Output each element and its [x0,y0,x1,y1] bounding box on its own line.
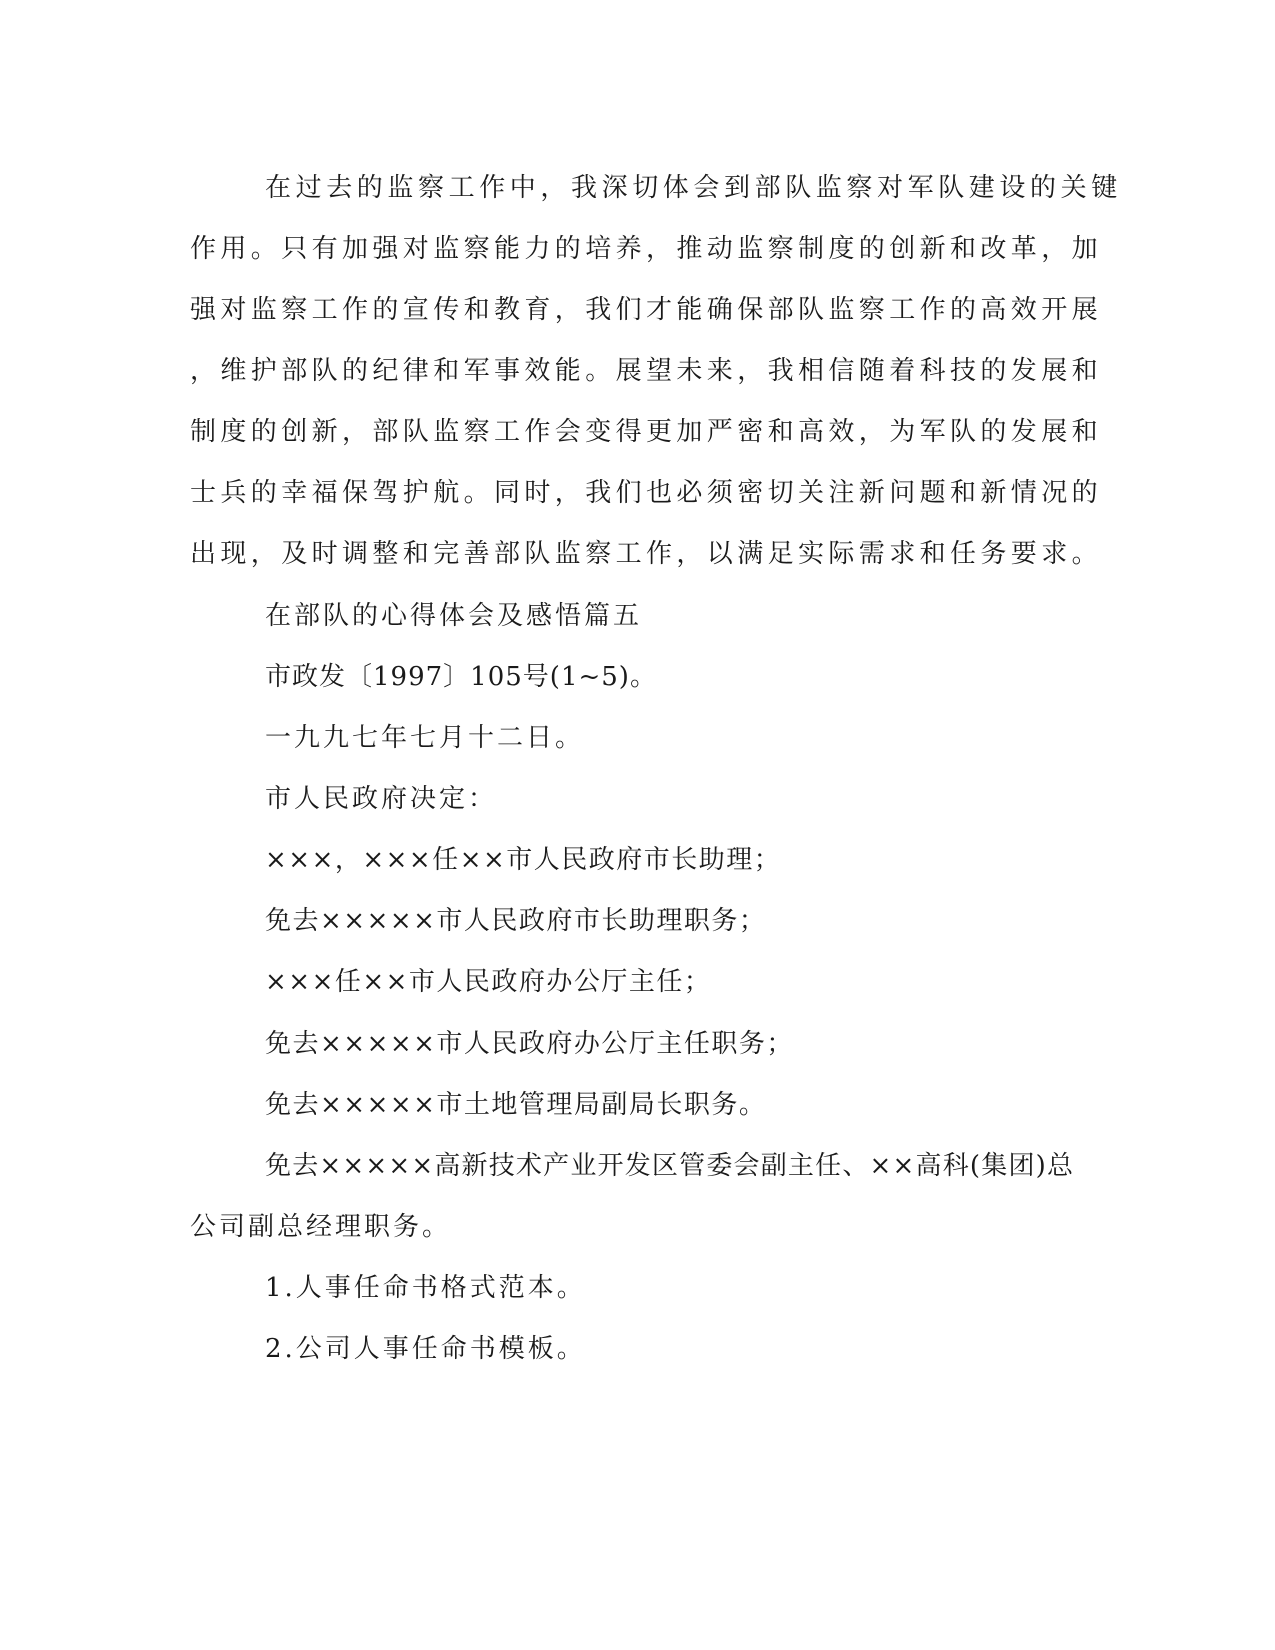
paragraph-line: 出现，及时调整和完善部队监察工作，以满足实际需求和任务要求。 [190,539,1103,569]
list-item: 2.公司人事任命书模板。 [265,1334,586,1364]
decision-item: 免去×××××高新技术产业开发区管委会副主任、××高科(集团)总 [265,1151,1075,1181]
paragraph-line: 在过去的监察工作中，我深切体会到部队监察对军队建设的关键 [265,173,1122,203]
decision-item: ×××任××市人民政府办公厅主任； [265,967,712,997]
decision-item: 免去×××××市人民政府市长助理职务； [265,906,767,936]
list-item: 1.人事任命书格式范本。 [265,1273,586,1303]
paragraph-line: 士兵的幸福保驾护航。同时，我们也必须密切关注新问题和新情况的 [190,478,1103,508]
section-heading: 在部队的心得体会及感悟篇五 [265,601,643,631]
document-date: 一九九七年七月十二日。 [265,723,585,753]
paragraph-line: 制度的创新，部队监察工作会变得更加严密和高效，为军队的发展和 [190,417,1103,447]
paragraph-line: ，维护部队的纪律和军事效能。展望未来，我相信随着科技的发展和 [190,356,1103,386]
decision-item-continuation: 公司副总经理职务。 [190,1212,452,1242]
decision-intro: 市人民政府决定： [265,784,498,814]
document-number: 市政发〔1997〕105号(1~5)。 [265,662,657,692]
paragraph-line: 强对监察工作的宣传和教育，我们才能确保部队监察工作的高效开展 [190,295,1103,325]
paragraph-line: 作用。只有加强对监察能力的培养，推动监察制度的创新和改革，加 [190,234,1103,264]
decision-item: ×××，×××任××市人民政府市长助理； [265,845,782,875]
decision-item: 免去×××××市土地管理局副局长职务。 [265,1090,767,1120]
decision-item: 免去×××××市人民政府办公厅主任职务； [265,1029,794,1059]
